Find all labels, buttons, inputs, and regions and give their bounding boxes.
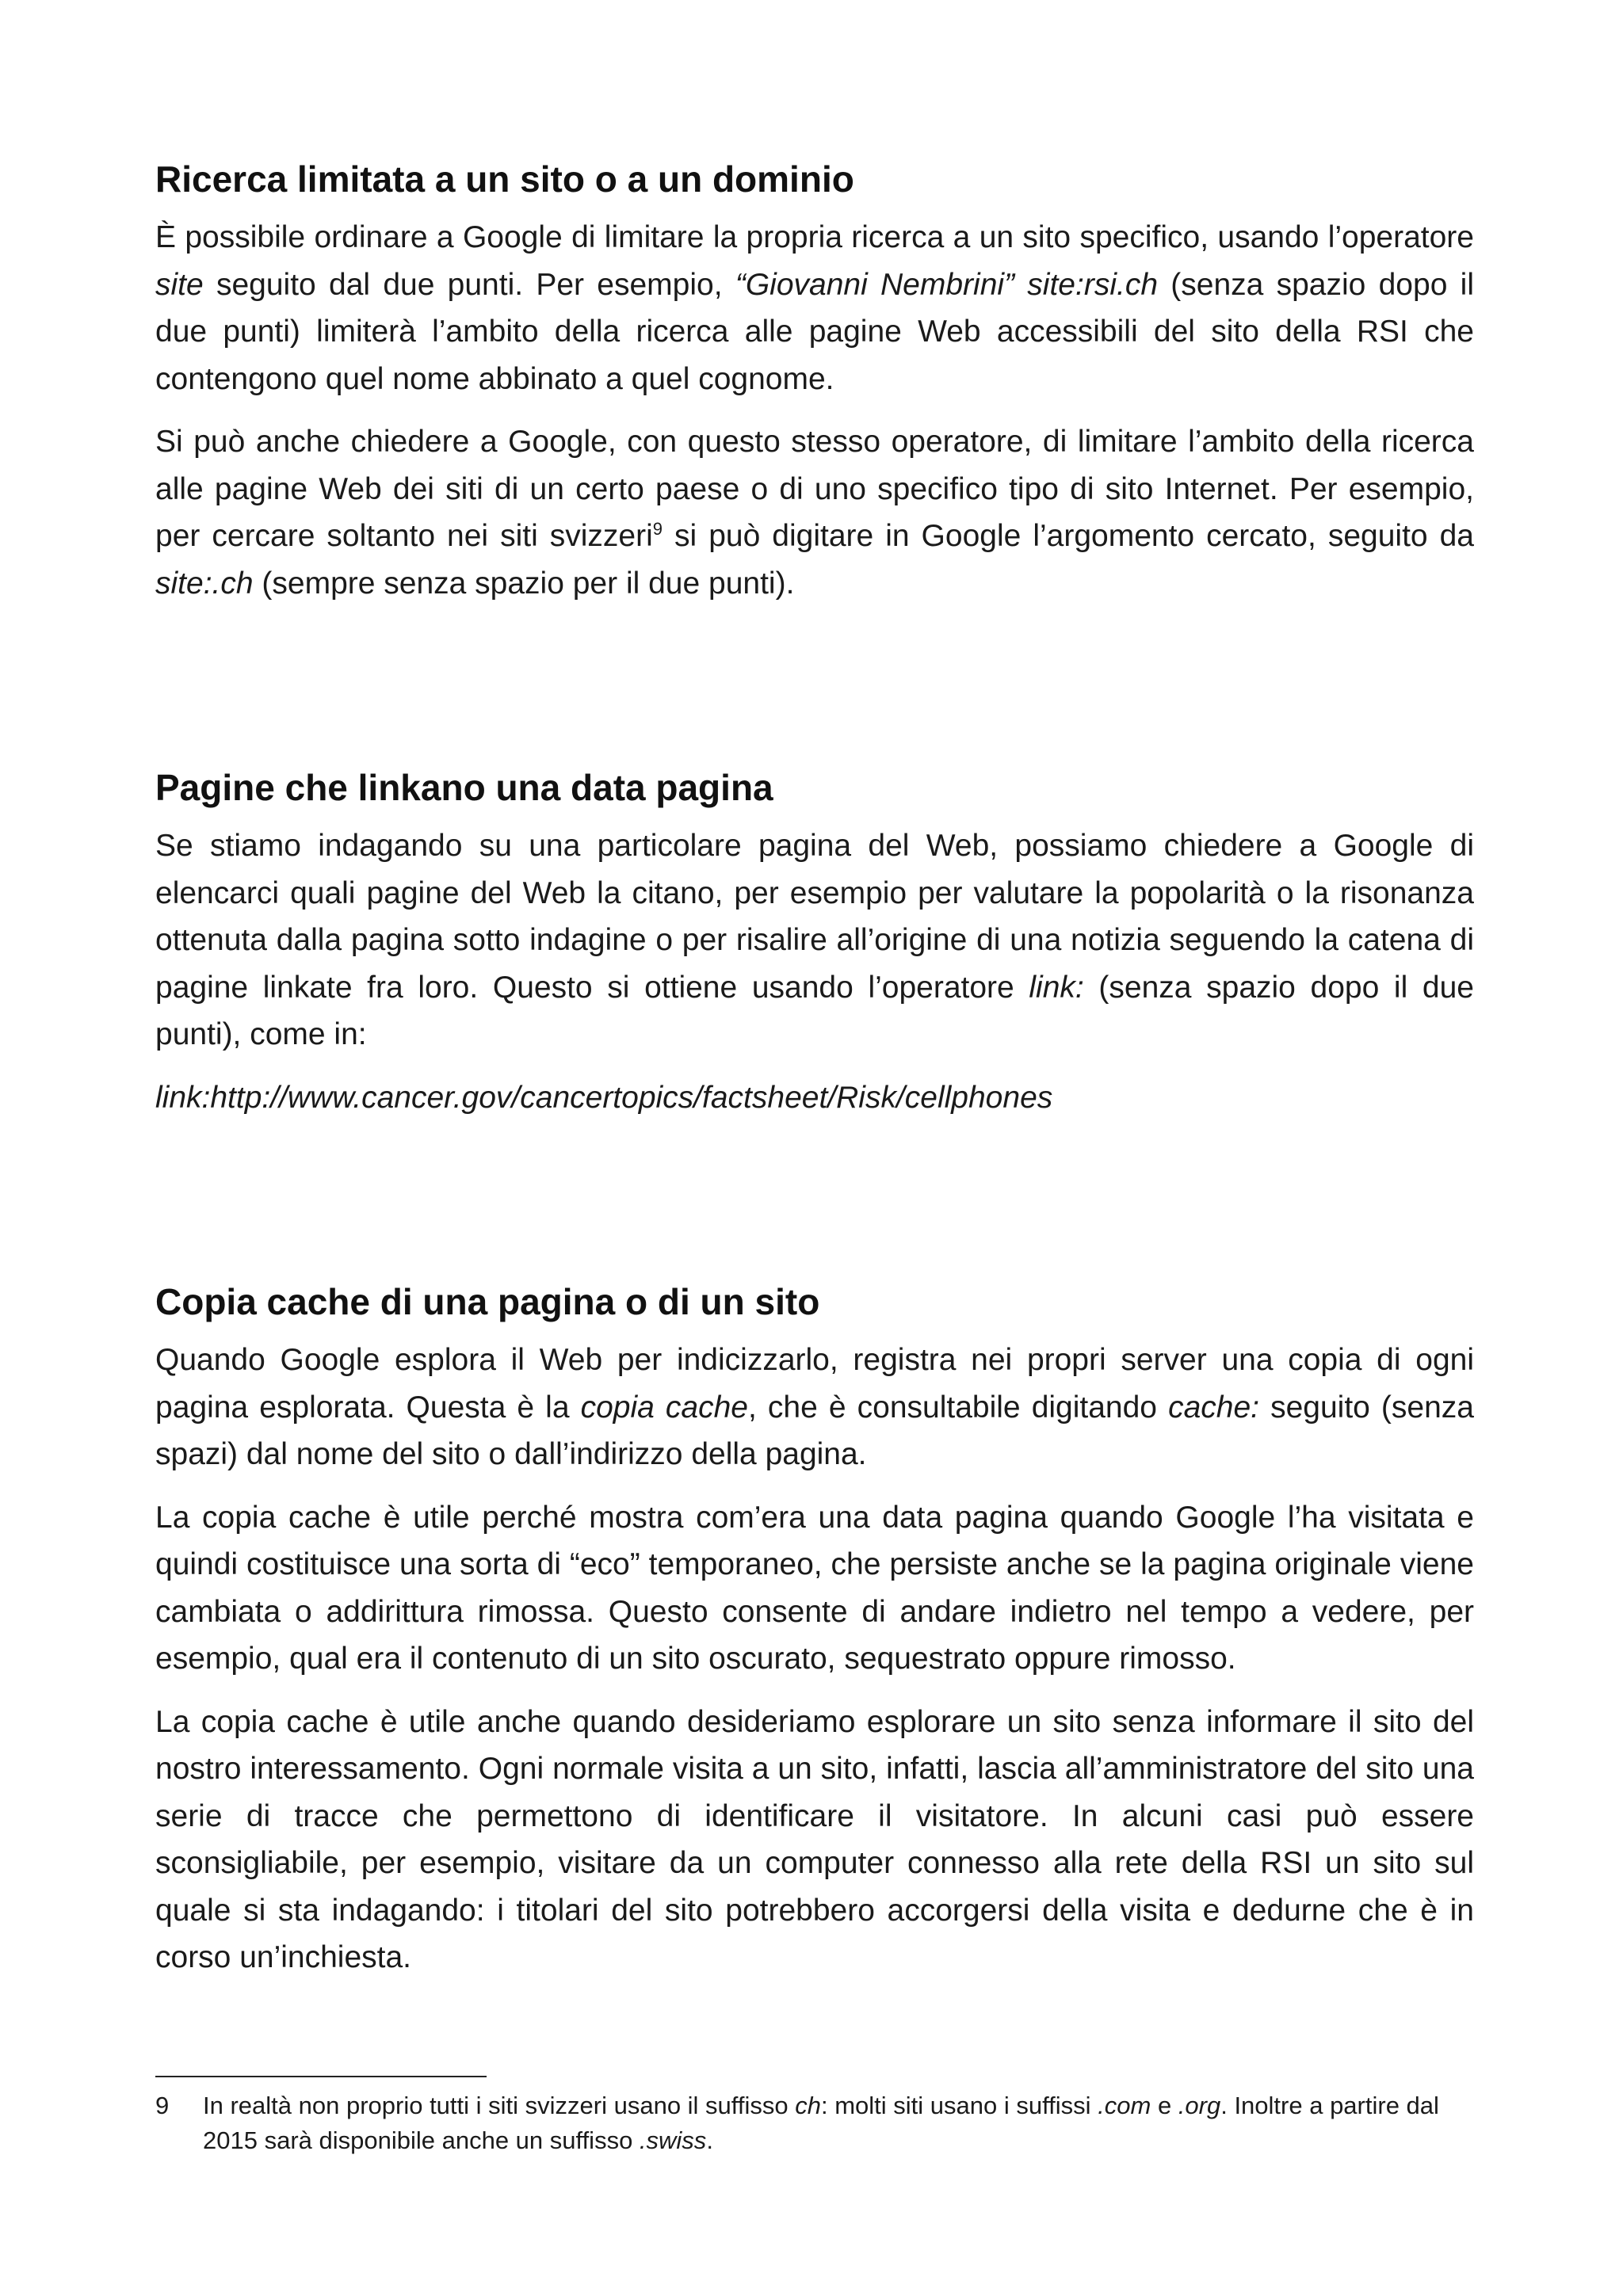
paragraph-site-operator: È possibile ordinare a Google di limitare la propria ricerca a un sito specifico, usando l’operatore site seguito dal due punti. Per esempio, “Giovanni Nembrini” site:rsi.ch (senza spazio dopo il due punti) limiterà l’ambito della ricerca alle pagine Web accessibili del sito della RSI che contengono quel nome abbinato a quel cognome. — [155, 220, 1474, 396]
section-title-cache-copy: Copia cache di una pagina o di un sito — [155, 1281, 820, 1322]
link-example: link:http://www.cancer.gov/cancertopics/factsheet/Risk/cellphones — [155, 1080, 1053, 1115]
paragraph-country-domain: Si può anche chiedere a Google, con questo stesso operatore, di limitare l’ambito della ricerca alle pagine Web dei siti di un certo paese o di uno specifico tipo di sito Internet. Per esempio, per cercare soltanto nei siti svizzeri$^9$ si può digitare in Google l’argomento cercato, seguito da site:.ch (sempre senza spazio per il due punti). — [155, 425, 1474, 601]
footnote-divider — [155, 2076, 487, 2077]
page-content — [155, 155, 1474, 1997]
footnote — [155, 2088, 1474, 2158]
section-title-site-search: Ricerca limitata a un sito o a un dominio — [155, 158, 854, 200]
paragraph-cache-intro: Quando Google esplora il Web per indicizzarlo, registra nei propri server una copia di ogni pagina esplorata. Questa è la copia cache, che è consultabile digitando cache: seguito (senza spazi) dal nome del sito o dall’indirizzo della pagina. — [155, 1343, 1474, 1471]
footnote-reference[interactable]: 9 — [652, 519, 663, 539]
paragraph-link-operator: Se stiamo indagando su una particolare pagina del Web, possiamo chiedere a Google di elencarci quali pagine del Web la citano, per esempio per valutare la popolarità o la risonanza ottenuta dalla pagina sotto indagine o per risalire all’origine di una notizia seguendo la catena di pagine linkate fra loro. Questo si ottiene usando l’operatore link: (senza spazio dopo il due punti), come in: — [155, 829, 1474, 1051]
footnote-text: In realtà non proprio tutti i siti svizzeri usano il suffisso ch: molti siti usano i suffissi .com e .org. Inoltre a partire dal 2015 sarà disponibile anche un suffisso .swiss. — [203, 2092, 1439, 2154]
section-title-linking-pages: Pagine che linkano una data pagina — [155, 767, 773, 808]
paragraph-cache-privacy: La copia cache è utile anche quando desideriamo esplorare un sito senza informare il sito del nostro interessamento. Ogni normale visita a un sito, infatti, lascia all’amministratore del sito una serie di tracce che permettono di identificare il visitatore. In alcuni casi può essere sconsigliabile, per esempio, visitare da un computer connesso alla rete della RSI un sito sul quale si sta indagando: i titolari del sito potrebbero accorgersi della visita e dedurne che è in corso un’inchiesta. — [155, 1704, 1474, 1974]
footnote-number: 9 — [155, 2092, 170, 2119]
paragraph-cache-usefulness: La copia cache è utile perché mostra com’era una data pagina quando Google l’ha visitata e quindi costituisce una sorta di “eco” temporaneo, che persiste anche se la pagina originale viene cambiata o addirittura rimossa. Questo consente di andare indietro nel tempo a vedere, per esempio, qual era il contenuto di un sito oscurato, sequestrato oppure rimosso. — [155, 1500, 1474, 1676]
